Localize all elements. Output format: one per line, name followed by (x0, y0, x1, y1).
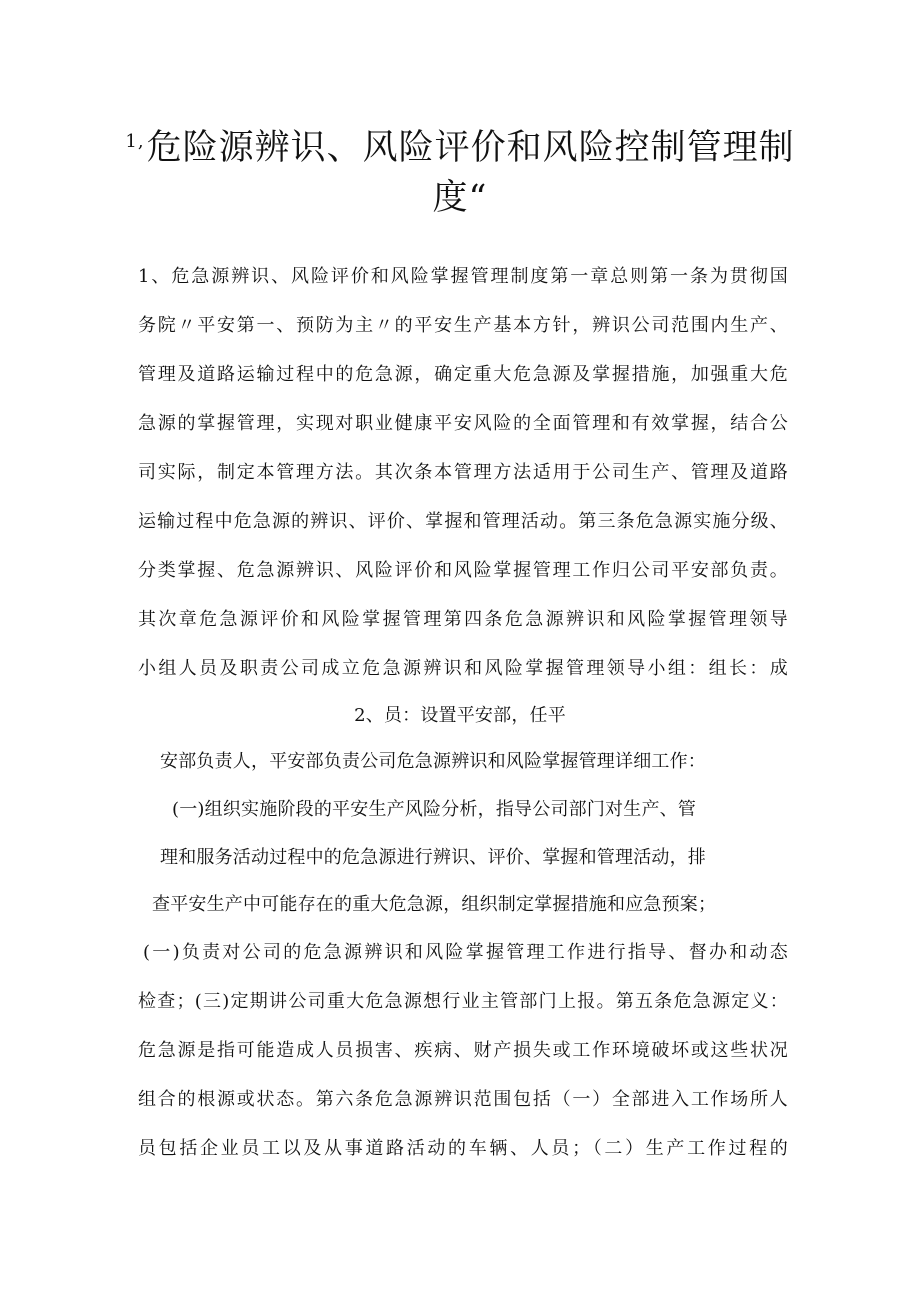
body-line-16: 检查；(三)定期讲公司重大危急源想行业主管部门上报。第五条危急源定义： (138, 991, 788, 1012)
body-line-4: 急源的掌握管理，实现对职业健康平安风险的全面管理和有效掌握，结合公 (138, 413, 788, 434)
body-line-7: 分类掌握、危急源辨识、风险评价和风险掌握管理工作归公司平安部负责。 (138, 560, 788, 581)
body-line-12: (一)组织实施阶段的平安生产风险分析，指导公司部门对生产、管 (172, 799, 697, 820)
body-line-18: 组合的根源或状态。第六条危急源辨识范围包括（一）全部进入工作场所人 (138, 1089, 788, 1110)
title-number-prefix: 1, (125, 131, 145, 152)
body-line-2: 务院〃平安第一、预防为主〃的平安生产基本方针，辨识公司范围内生产、 (138, 315, 788, 336)
body-line-10: 2、员：设置平安部，任平 (354, 705, 566, 726)
document-title-line-1 (0, 120, 920, 170)
body-line-19: 员包括企业员工以及从事道路活动的车辆、人员；（二）生产工作过程的 (138, 1138, 788, 1159)
body-line-8: 其次章危急源评价和风险掌握管理第四条危急源辨识和风险掌握管理领导 (138, 609, 788, 630)
body-line-1: 1、危急源辨识、风险评价和风险掌握管理制度第一章总则第一条为贯彻国 (138, 266, 788, 287)
body-line-5: 司实际，制定本管理方法。其次条本管理方法适用于公司生产、管理及道路 (138, 462, 788, 483)
body-line-14: 查平安生产中可能存在的重大危急源，组织制定掌握措施和应急预案； (152, 894, 717, 915)
body-line-15: (一)负责对公司的危急源辨识和风险掌握管理工作进行指导、督办和动态 (143, 942, 788, 963)
body-line-13: 理和服务活动过程中的危急源进行辨识、评价、掌握和管理活动，排 (160, 847, 706, 868)
body-line-9: 小组人员及职责公司成立危急源辨识和风险掌握管理领导小组：组长：成 (138, 658, 788, 679)
body-line-3: 管理及道路运输过程中的危急源，确定重大危急源及掌握措施，加强重大危 (138, 364, 788, 385)
document-title-line-2: 度“ (432, 178, 488, 218)
body-line-17: 危急源是指可能造成人员损害、疾病、财产损失或工作环境破坏或这些状况 (138, 1040, 788, 1061)
body-line-6: 运输过程中危急源的辨识、评价、掌握和管理活动。第三条危急源实施分级、 (138, 511, 788, 532)
title-text-line-1: 危险源辨识、风险评价和风险控制管理制 (146, 128, 795, 168)
body-line-11: 安部负责人，平安部负责公司危急源辨识和风险掌握管理详细工作： (160, 751, 706, 772)
